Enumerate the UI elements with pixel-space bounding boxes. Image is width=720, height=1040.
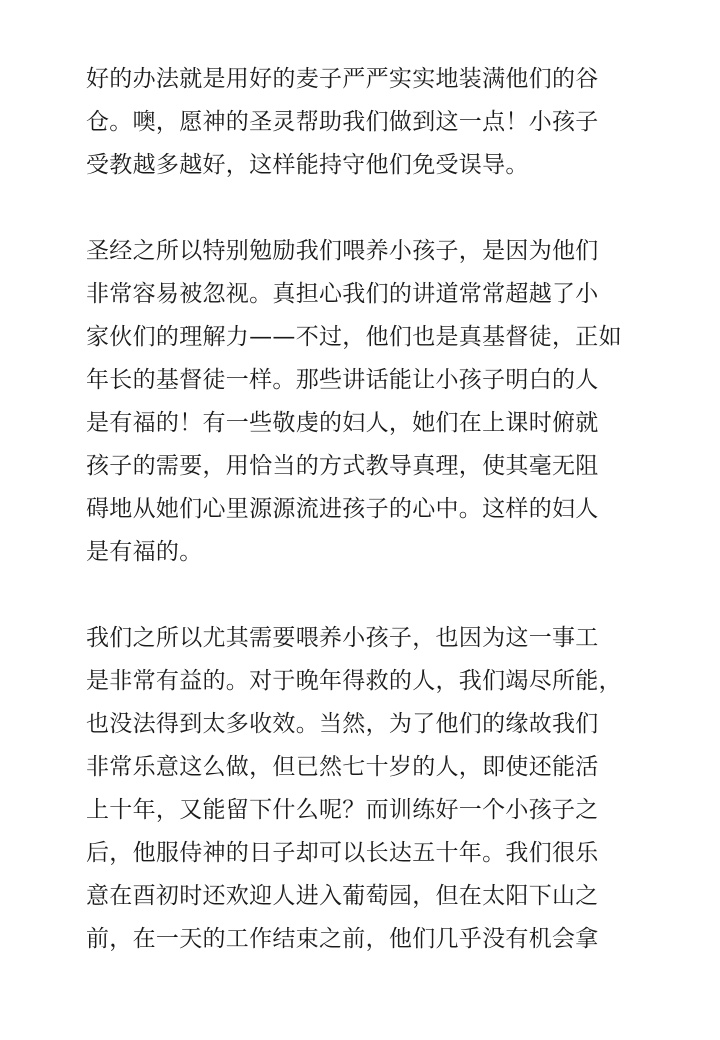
text-line: 前，在一天的工作结束之前，他们几乎没有机会拿	[86, 926, 599, 952]
paragraph-2	[86, 230, 646, 574]
text-line: 非常乐意这么做，但已然七十岁的人，即使还能活	[86, 754, 599, 780]
paragraph-spacer	[86, 574, 646, 617]
paragraph-3	[86, 617, 646, 961]
text-line: 家伙们的理解力——不过，他们也是真基督徒，正如	[86, 324, 622, 350]
paragraph-1	[86, 58, 646, 187]
text-line: 意在酉初时还欢迎人进入葡萄园，但在太阳下山之	[86, 883, 599, 909]
text-line: 非常容易被忽视。真担心我们的讲道常常超越了小	[86, 281, 599, 307]
text-line: 受教越多越好，这样能持守他们免受误导。	[86, 152, 529, 178]
text-line: 我们之所以尤其需要喂养小孩子，也因为这一事工	[86, 625, 599, 651]
text-line: 年长的基督徒一样。那些讲话能让小孩子明白的人	[86, 367, 599, 393]
text-line: 孩子的需要，用恰当的方式教导真理，使其毫无阻	[86, 453, 599, 479]
text-line: 圣经之所以特别勉励我们喂养小孩子，是因为他们	[86, 238, 599, 264]
text-line: 好的办法就是用好的麦子严严实实地装满他们的谷	[86, 66, 599, 92]
text-line: 后，他服侍神的日子却可以长达五十年。我们很乐	[86, 840, 599, 866]
text-line: 仓。噢，愿神的圣灵帮助我们做到这一点！小孩子	[86, 109, 599, 135]
text-line: 上十年，又能留下什么呢？而训练好一个小孩子之	[86, 797, 599, 823]
text-line: 是非常有益的。对于晚年得救的人，我们竭尽所能，	[86, 668, 622, 694]
text-line: 也没法得到太多收效。当然，为了他们的缘故我们	[86, 711, 599, 737]
document-body	[86, 58, 646, 961]
paragraph-spacer	[86, 187, 646, 230]
text-line: 碍地从她们心里源源流进孩子的心中。这样的妇人	[86, 496, 599, 522]
text-line: 是有福的！有一些敬虔的妇人，她们在上课时俯就	[86, 410, 599, 436]
text-line: 是有福的。	[86, 539, 203, 565]
